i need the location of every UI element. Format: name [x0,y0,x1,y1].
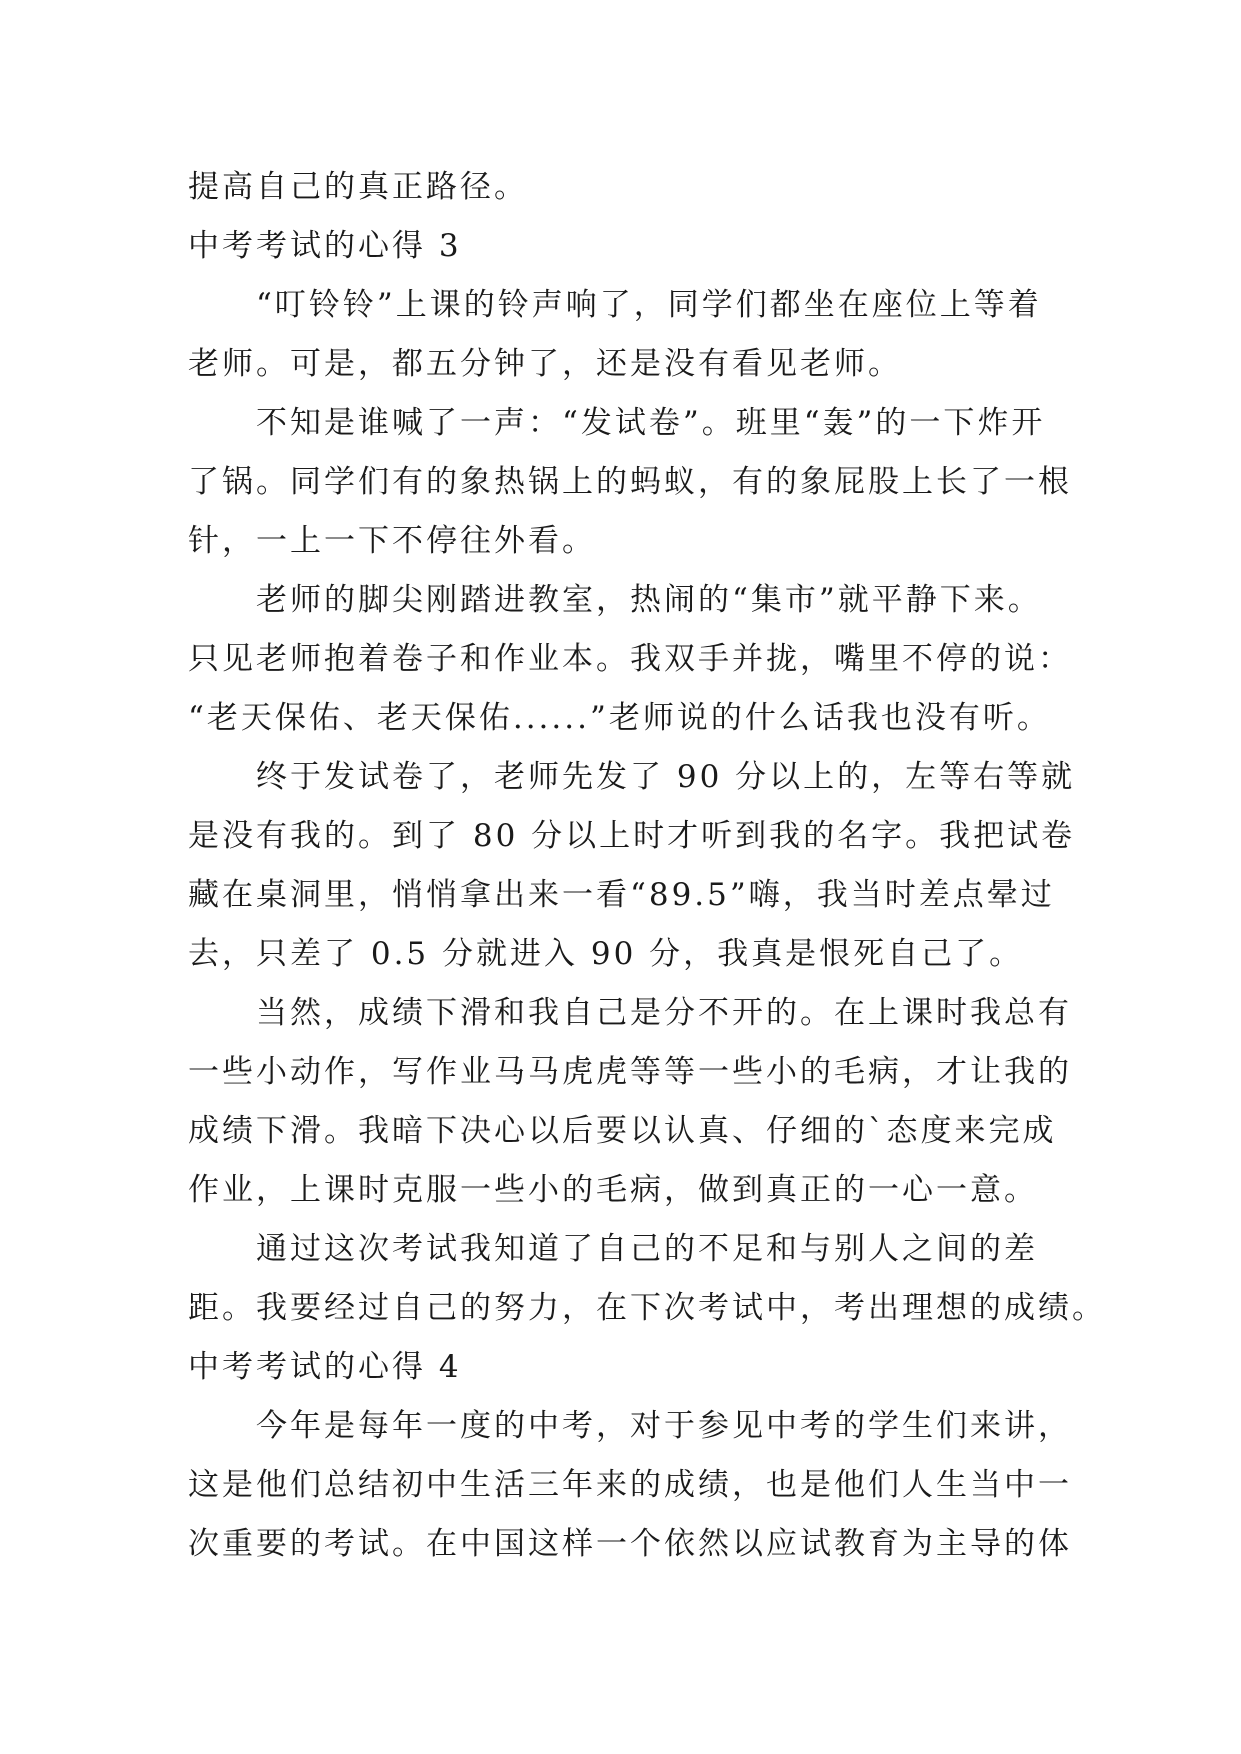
text-line: 老师。可是，都五分钟了，还是没有看见老师。 [188,346,902,382]
document-body [188,158,1106,1574]
text-line: 不知是谁喊了一声：“发试卷”。班里“轰”的一下炸开 [256,405,1046,441]
text-line: 作业，上课时克服一些小的毛病，做到真正的一心一意。 [188,1172,1038,1208]
text-line: 今年是每年一度的中考，对于参见中考的学生们来讲， [256,1408,1072,1444]
text-line: 终于发试卷了，老师先发了 90 分以上的，左等右等就 [256,759,1076,795]
text-line: 一些小动作，写作业马马虎虎等等一些小的毛病，才让我的 [188,1054,1072,1090]
text-line: 藏在桌洞里，悄悄拿出来一看“89.5”嗨，我当时差点晕过 [188,877,1055,913]
text-line: 针，一上一下不停往外看。 [188,523,596,559]
text-line: “叮铃铃”上课的铃声响了，同学们都坐在座位上等着 [256,287,1042,323]
text-line: 去，只差了 0.5 分就进入 90 分，我真是恨死自己了。 [188,936,1024,972]
text-line: 中考考试的心得 4 [188,1349,462,1385]
text-line: “老天保佑、老天保佑......”老师说的什么话我也没有听。 [188,700,1051,736]
text-line: 当然，成绩下滑和我自己是分不开的。在上课时我总有 [256,995,1072,1031]
text-line: 是没有我的。到了 80 分以上时才听到我的名字。我把试卷 [188,818,1076,854]
text-line: 中考考试的心得 3 [188,228,462,264]
text-line: 成绩下滑。我暗下决心以后要以认真、仔细的`态度来完成 [188,1113,1057,1149]
text-line: 通过这次考试我知道了自己的不足和与别人之间的差 [256,1231,1038,1267]
text-line: 提高自己的真正路径。 [188,169,528,205]
text-line: 了锅。同学们有的象热锅上的蚂蚁，有的象屁股上长了一根 [188,464,1072,500]
text-line: 次重要的考试。在中国这样一个依然以应试教育为主导的体 [188,1526,1072,1562]
text-line: 这是他们总结初中生活三年来的成绩，也是他们人生当中一 [188,1467,1072,1503]
text-line: 只见老师抱着卷子和作业本。我双手并拢，嘴里不停的说： [188,641,1072,677]
text-line: 距。我要经过自己的努力，在下次考试中，考出理想的成绩。 [188,1290,1106,1326]
text-line: 老师的脚尖刚踏进教室，热闹的“集市”就平静下来。 [256,582,1042,618]
